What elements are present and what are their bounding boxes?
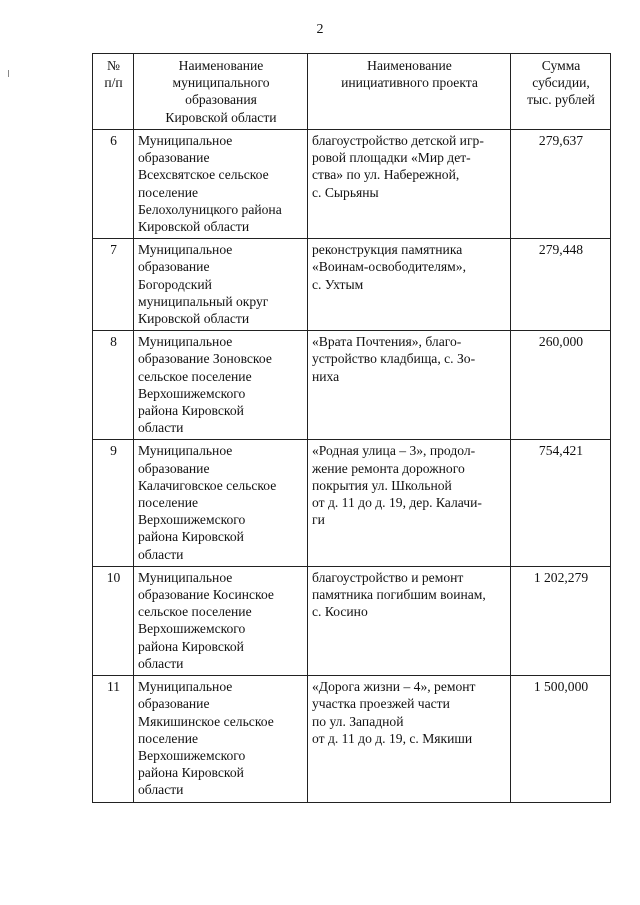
header-text: Кировской области — [165, 109, 277, 125]
cell-text: «Врата Почтения», благо- — [312, 334, 462, 350]
row-number: 7 — [93, 239, 134, 331]
table-header-row — [93, 54, 611, 130]
table-row — [93, 130, 611, 239]
table-row — [93, 440, 611, 566]
project-cell — [308, 440, 511, 566]
cell-text: Всехсвятское сельское — [138, 167, 269, 183]
header-text: № — [107, 58, 120, 73]
sum-cell: 279,448 — [511, 239, 611, 331]
cell-text: поселение — [138, 730, 199, 746]
header-text: инициативного проекта — [341, 75, 478, 91]
cell-text: реконструкция памятника — [312, 242, 463, 258]
cell-text: образование — [138, 696, 210, 712]
header-text: Наименование — [367, 58, 452, 73]
cell-text: ги — [312, 512, 325, 528]
cell-text: Муниципальное — [138, 133, 233, 148]
table-row — [93, 239, 611, 331]
cell-text: Верхошижемского — [138, 512, 246, 528]
header-text: муниципального — [172, 75, 270, 91]
cell-text: с. Косино — [312, 604, 368, 620]
header-text: Наименование — [178, 58, 264, 73]
cell-text: с. Ухтым — [312, 276, 364, 292]
municipality-cell — [134, 440, 308, 566]
cell-text: области — [138, 546, 184, 562]
cell-text: «Воинам-освободителям», — [312, 259, 466, 275]
cell-text: Кировской области — [138, 219, 250, 235]
project-cell — [308, 566, 511, 675]
cell-text: покрытия ул. Школьной — [312, 477, 452, 493]
project-cell — [308, 331, 511, 440]
municipality-cell — [134, 130, 308, 239]
page-number: 2 — [316, 22, 324, 37]
municipality-cell — [134, 676, 308, 802]
cell-text: Верхошижемского — [138, 385, 246, 401]
cell-text: жение ремонта дорожного — [312, 460, 465, 476]
cell-text: области — [138, 655, 184, 671]
scan-margin-mark — [8, 70, 9, 77]
cell-text: образование — [138, 460, 210, 476]
header-project — [308, 54, 511, 130]
cell-text: по ул. Западной — [312, 713, 404, 729]
cell-text: области — [138, 782, 184, 798]
cell-text: области — [138, 420, 184, 436]
project-cell — [308, 130, 511, 239]
sum-cell: 1 202,279 — [511, 566, 611, 675]
sum-cell: 279,637 — [511, 130, 611, 239]
cell-text: Калачиговское сельское — [138, 477, 277, 493]
cell-text: Муниципальное — [138, 242, 233, 258]
cell-text: Верхошижемского — [138, 747, 246, 763]
municipality-cell — [134, 239, 308, 331]
cell-text: образование — [138, 150, 210, 166]
cell-text: ства» по ул. Набережной, — [312, 167, 460, 183]
row-number: 10 — [93, 566, 134, 675]
cell-text: Мякишинское сельское — [138, 713, 274, 729]
cell-text: ниха — [312, 368, 340, 384]
project-cell — [308, 239, 511, 331]
cell-text: образование Зоновское — [138, 351, 272, 367]
cell-text: образование — [138, 259, 210, 275]
table-row — [93, 676, 611, 802]
sum-cell: 754,421 — [511, 440, 611, 566]
cell-text: Белохолуницкого района — [138, 201, 282, 217]
cell-text: района Кировской — [138, 638, 244, 654]
cell-text: района Кировской — [138, 765, 244, 781]
header-number — [93, 54, 134, 130]
header-text: п/п — [104, 75, 123, 91]
cell-text: «Дорога жизни – 4», ремонт — [312, 679, 476, 695]
cell-text: Богородский — [138, 276, 212, 292]
cell-text: памятника погибшим воинам, — [312, 587, 486, 603]
cell-text: от д. 11 до д. 19, дер. Калачи- — [312, 495, 482, 511]
project-cell — [308, 676, 511, 802]
cell-text: Муниципальное — [138, 569, 233, 585]
cell-text: благоустройство и ремонт — [312, 569, 464, 585]
cell-text: района Кировской — [138, 529, 244, 545]
sum-cell: 260,000 — [511, 331, 611, 440]
cell-text: Муниципальное — [138, 443, 233, 459]
cell-text: образование Косинское — [138, 587, 274, 603]
cell-text: с. Сырьяны — [312, 184, 379, 200]
header-text: образования — [185, 92, 257, 108]
cell-text: от д. 11 до д. 19, с. Мякиши — [312, 730, 473, 746]
cell-text: устройство кладбища, с. Зо- — [312, 351, 476, 367]
sum-cell: 1 500,000 — [511, 676, 611, 802]
cell-text: ровой площадки «Мир дет- — [312, 150, 471, 166]
table-row — [93, 331, 611, 440]
cell-text: Муниципальное — [138, 679, 233, 695]
cell-text: муниципальный округ — [138, 293, 269, 309]
header-text: тыс. рублей — [527, 92, 595, 108]
municipality-cell — [134, 331, 308, 440]
cell-text: поселение — [138, 184, 199, 200]
subsidy-table — [92, 53, 611, 803]
row-number: 9 — [93, 440, 134, 566]
header-text: субсидии, — [532, 75, 590, 91]
cell-text: Муниципальное — [138, 334, 233, 350]
table-row — [93, 566, 611, 675]
header-sum — [511, 54, 611, 130]
cell-text: Верхошижемского — [138, 621, 246, 637]
cell-text: благоустройство детской игр- — [312, 133, 484, 148]
row-number: 8 — [93, 331, 134, 440]
row-number: 11 — [93, 676, 134, 802]
row-number: 6 — [93, 130, 134, 239]
cell-text: сельское поселение — [138, 604, 252, 620]
municipality-cell — [134, 566, 308, 675]
cell-text: Кировской области — [138, 311, 250, 327]
cell-text: «Родная улица – 3», продол- — [312, 443, 476, 459]
header-municipality — [134, 54, 308, 130]
header-text: Сумма — [541, 58, 581, 73]
cell-text: участка проезжей части — [312, 696, 450, 712]
cell-text: района Кировской — [138, 403, 244, 419]
cell-text: поселение — [138, 495, 199, 511]
cell-text: сельское поселение — [138, 368, 252, 384]
